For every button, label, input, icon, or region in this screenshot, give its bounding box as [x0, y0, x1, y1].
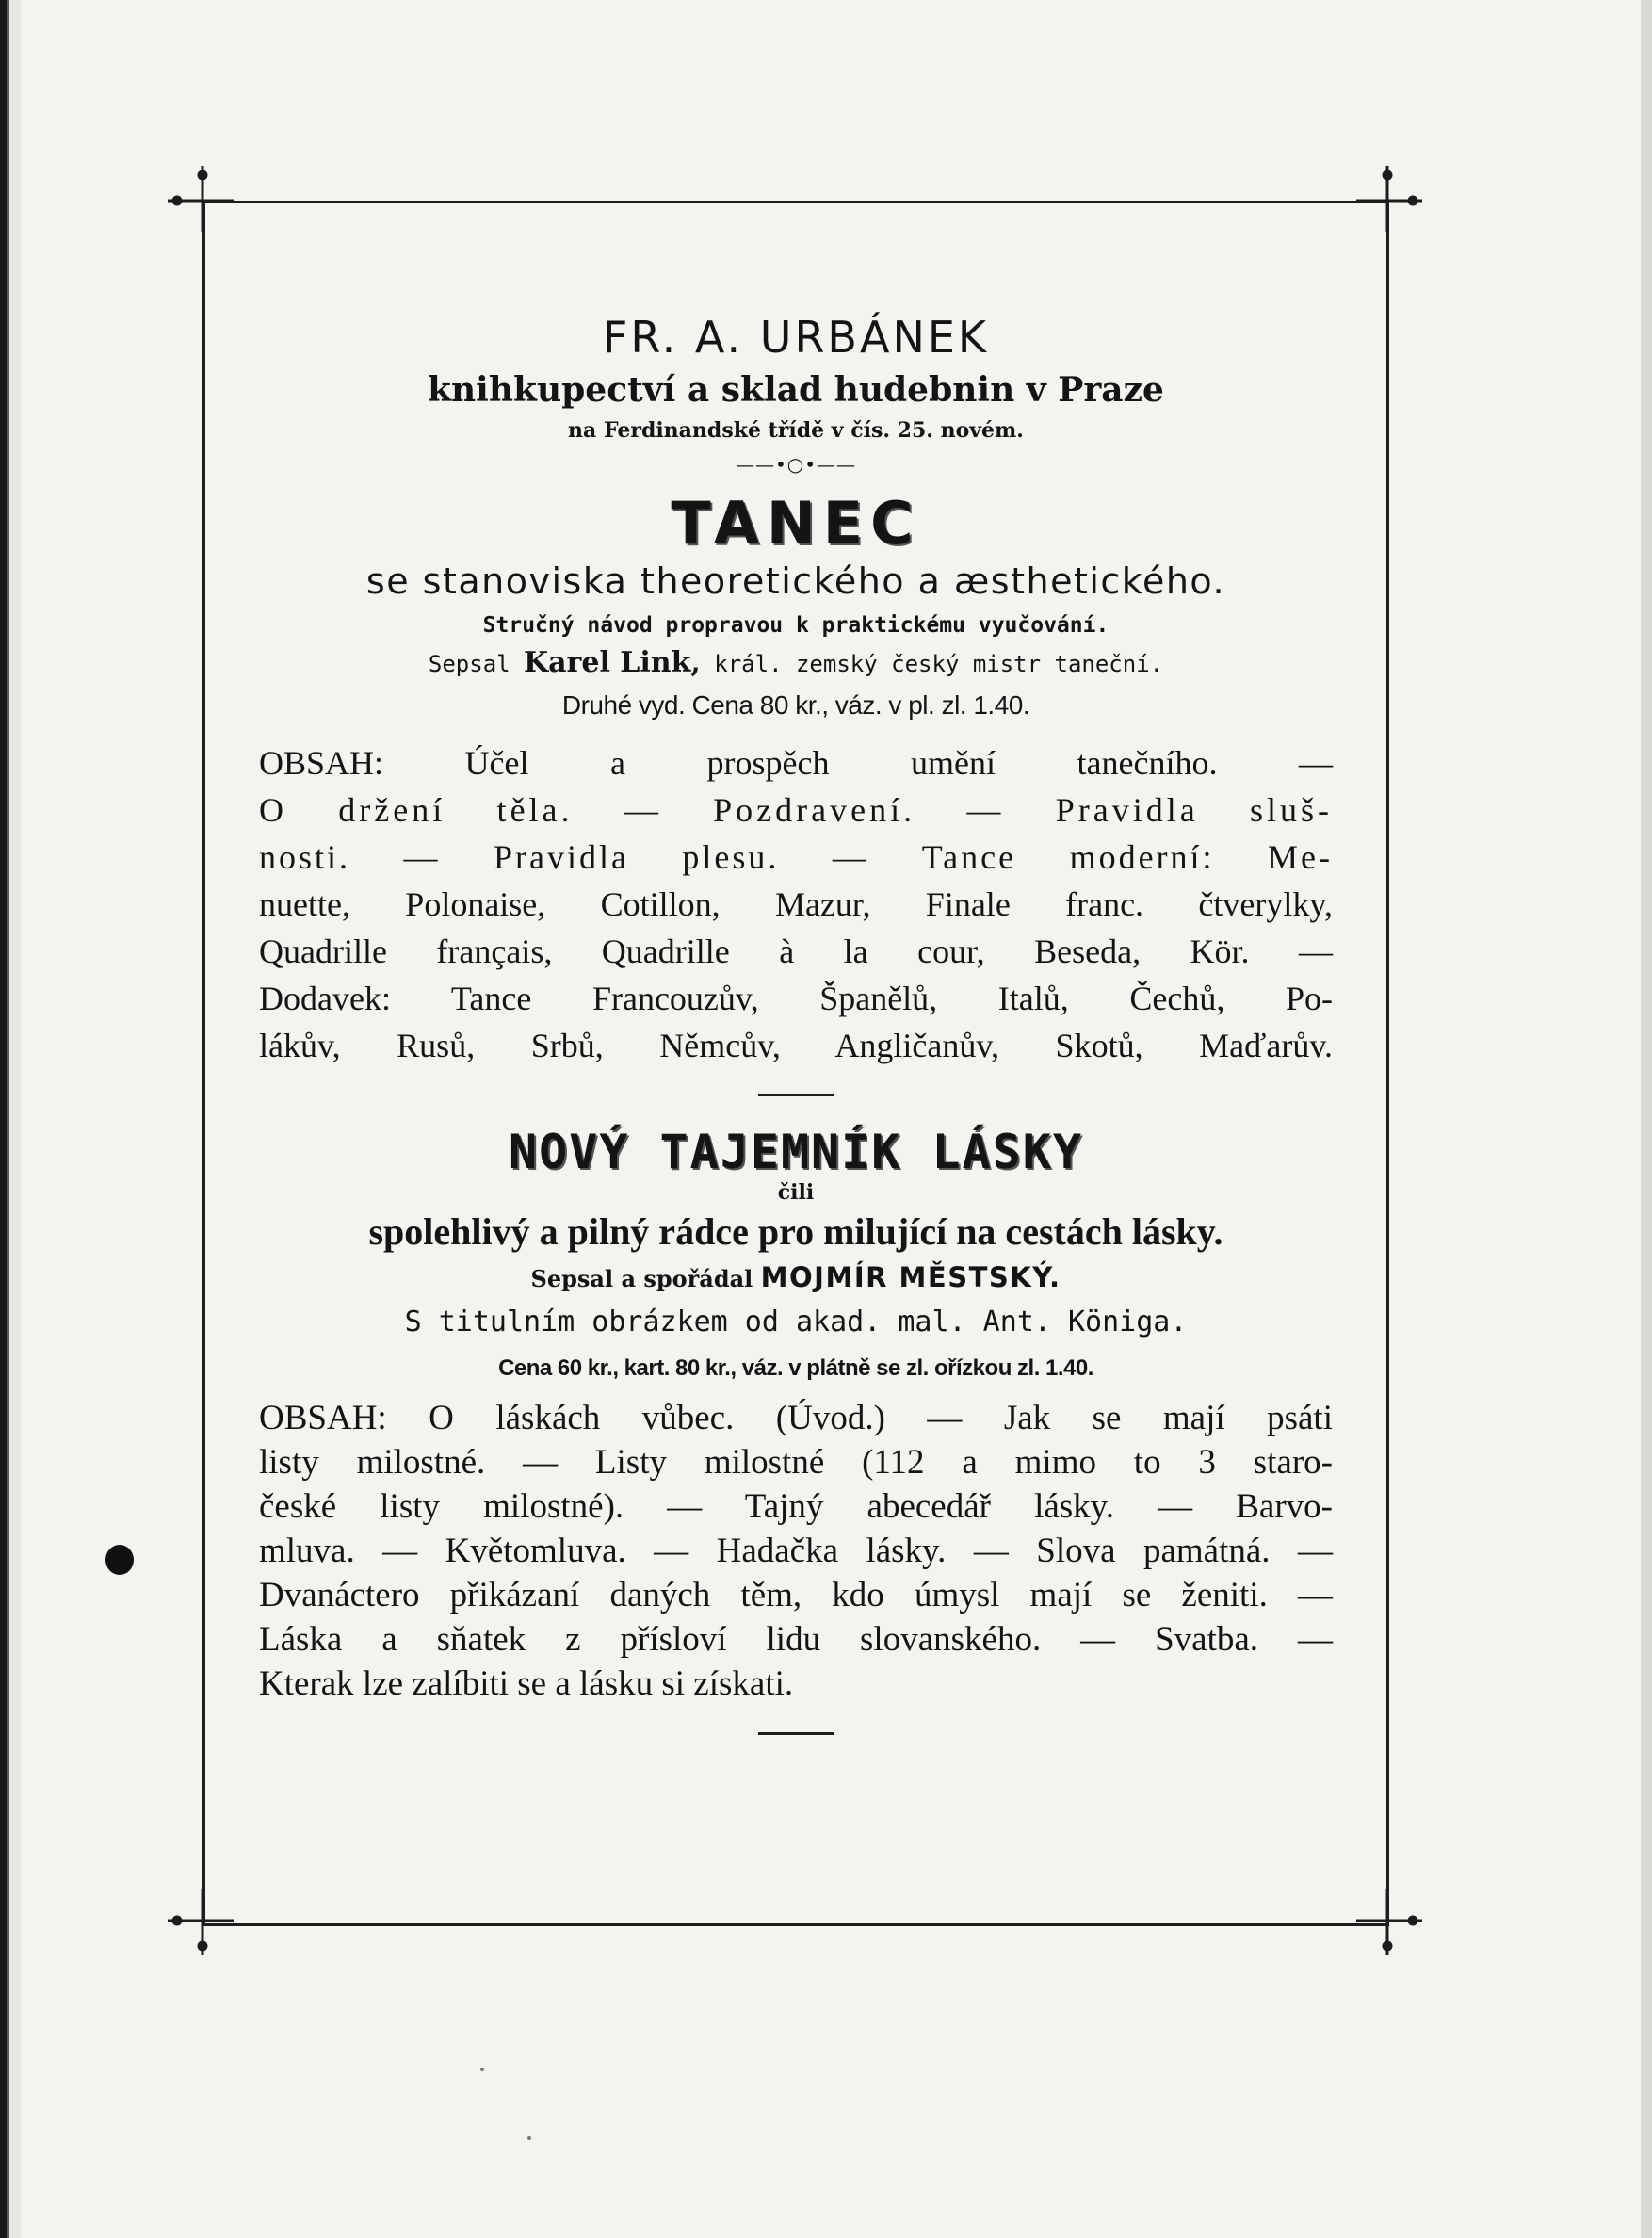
section-divider: [758, 1732, 834, 1735]
book1-contents-line: OBSAH: Účel a prospěch umění tanečního. —: [259, 744, 1333, 782]
book2-price: Cena 60 kr., kart. 80 kr., váz. v plátně se zl. ořízkou zl. 1.40.: [498, 1355, 1093, 1381]
book1-contents-line: nosti. — Pravidla plesu. — Tance moderní: Me-: [259, 838, 1333, 876]
publisher-shop: knihkupectví a sklad hudebnin v Praze: [428, 370, 1164, 410]
book2-contents-line: listy milostné. — Listy milostné (112 a mimo to 3 staro-: [259, 1443, 1333, 1482]
page-edge-right: [1624, 0, 1652, 2238]
book1-contents-line: lákův, Rusů, Srbů, Němcův, Angličanův, Skotů, Maďarův.: [259, 1027, 1333, 1064]
paper-speck: [480, 2068, 484, 2071]
book1-price: Druhé vyd. Cena 80 kr., váz. v pl. zl. 1.40.: [561, 690, 1030, 720]
paper-speck: [527, 2136, 531, 2140]
book1-author-suffix: král. zemský český mistr taneční.: [714, 651, 1164, 677]
book1-title: TANEC: [671, 489, 921, 558]
book2-contents-line: Láska a sňatek z přísloví lidu slovanského. — Svatba. —: [259, 1620, 1333, 1659]
book2-contents-line: OBSAH: O láskách vůbec. (Úvod.) — Jak se mají psáti: [259, 1399, 1333, 1437]
book2-illustration: S titulním obrázkem od akad. mal. Ant. Königa.: [404, 1306, 1188, 1338]
book2-contents-line: Kterak lze zalíbiti se a lásku si získati.: [259, 1664, 794, 1703]
book2-contents-line: české listy milostné). — Tajný abecedář lásky. — Barvo-: [259, 1487, 1333, 1526]
book2-contents-line: mluva. — Květomluva. — Hadačka lásky. — Slova památná. —: [259, 1532, 1333, 1570]
book2-contents: [259, 1396, 1333, 1706]
book1-contents-line: nuette, Polonaise, Cotillon, Mazur, Finale franc. čtverylky,: [259, 885, 1333, 923]
ornament-divider: ——•○•——: [735, 453, 857, 476]
publisher-address: na Ferdinandské třídě v čís. 25. novém.: [568, 418, 1024, 443]
corner-ornament-bottom-right: [1356, 1889, 1422, 1955]
book1-contents-line: Quadrille français, Quadrille à la cour, Beseda, Kör. —: [259, 932, 1333, 970]
book2-author-prefix: Sepsal a spořádal: [530, 1265, 753, 1292]
ink-blot: [105, 1545, 134, 1575]
book2-author: [259, 1258, 1333, 1298]
book1-subtitle: se stanoviska theoretického a æsthetického.: [365, 560, 1226, 602]
book1-author-name: Karel Link,: [524, 646, 701, 679]
book2-subtitle: spolehlivý a pilný rádce pro milující na cestách lásky.: [368, 1210, 1223, 1253]
book1-author-prefix: Sepsal: [428, 651, 510, 677]
book2-author-name: MOJMÍR MĚSTSKÝ.: [760, 1261, 1061, 1293]
corner-ornament-bottom-left: [168, 1889, 234, 1955]
book1-contents: [259, 739, 1333, 1069]
book1-contents-line: O držení těla. — Pozdravení. — Pravidla sluš-: [259, 791, 1333, 829]
corner-ornament-top-right: [1356, 166, 1422, 232]
book1-author: [259, 644, 1333, 683]
publisher-name: FR. A. URBÁNEK: [602, 312, 990, 363]
book2-cili: čili: [777, 1180, 815, 1205]
section-divider: [758, 1094, 834, 1096]
page-edge-shadow: [0, 0, 21, 2238]
advertisement-page: [259, 311, 1333, 1763]
book1-contents-line: Dodavek: Tance Francouzův, Španělů, Italů, Čechů, Po-: [259, 980, 1333, 1017]
book2-title: NOVÝ TAJEMNÍK LÁSKY: [509, 1125, 1083, 1179]
corner-ornament-top-left: [168, 166, 234, 232]
book2-contents-line: Dvanáctero přikázaní daných těm, kdo úmysl mají se ženiti. —: [259, 1576, 1333, 1614]
book1-subtitle2: Stručný návod propravou k praktickému vyučování.: [482, 613, 1109, 638]
